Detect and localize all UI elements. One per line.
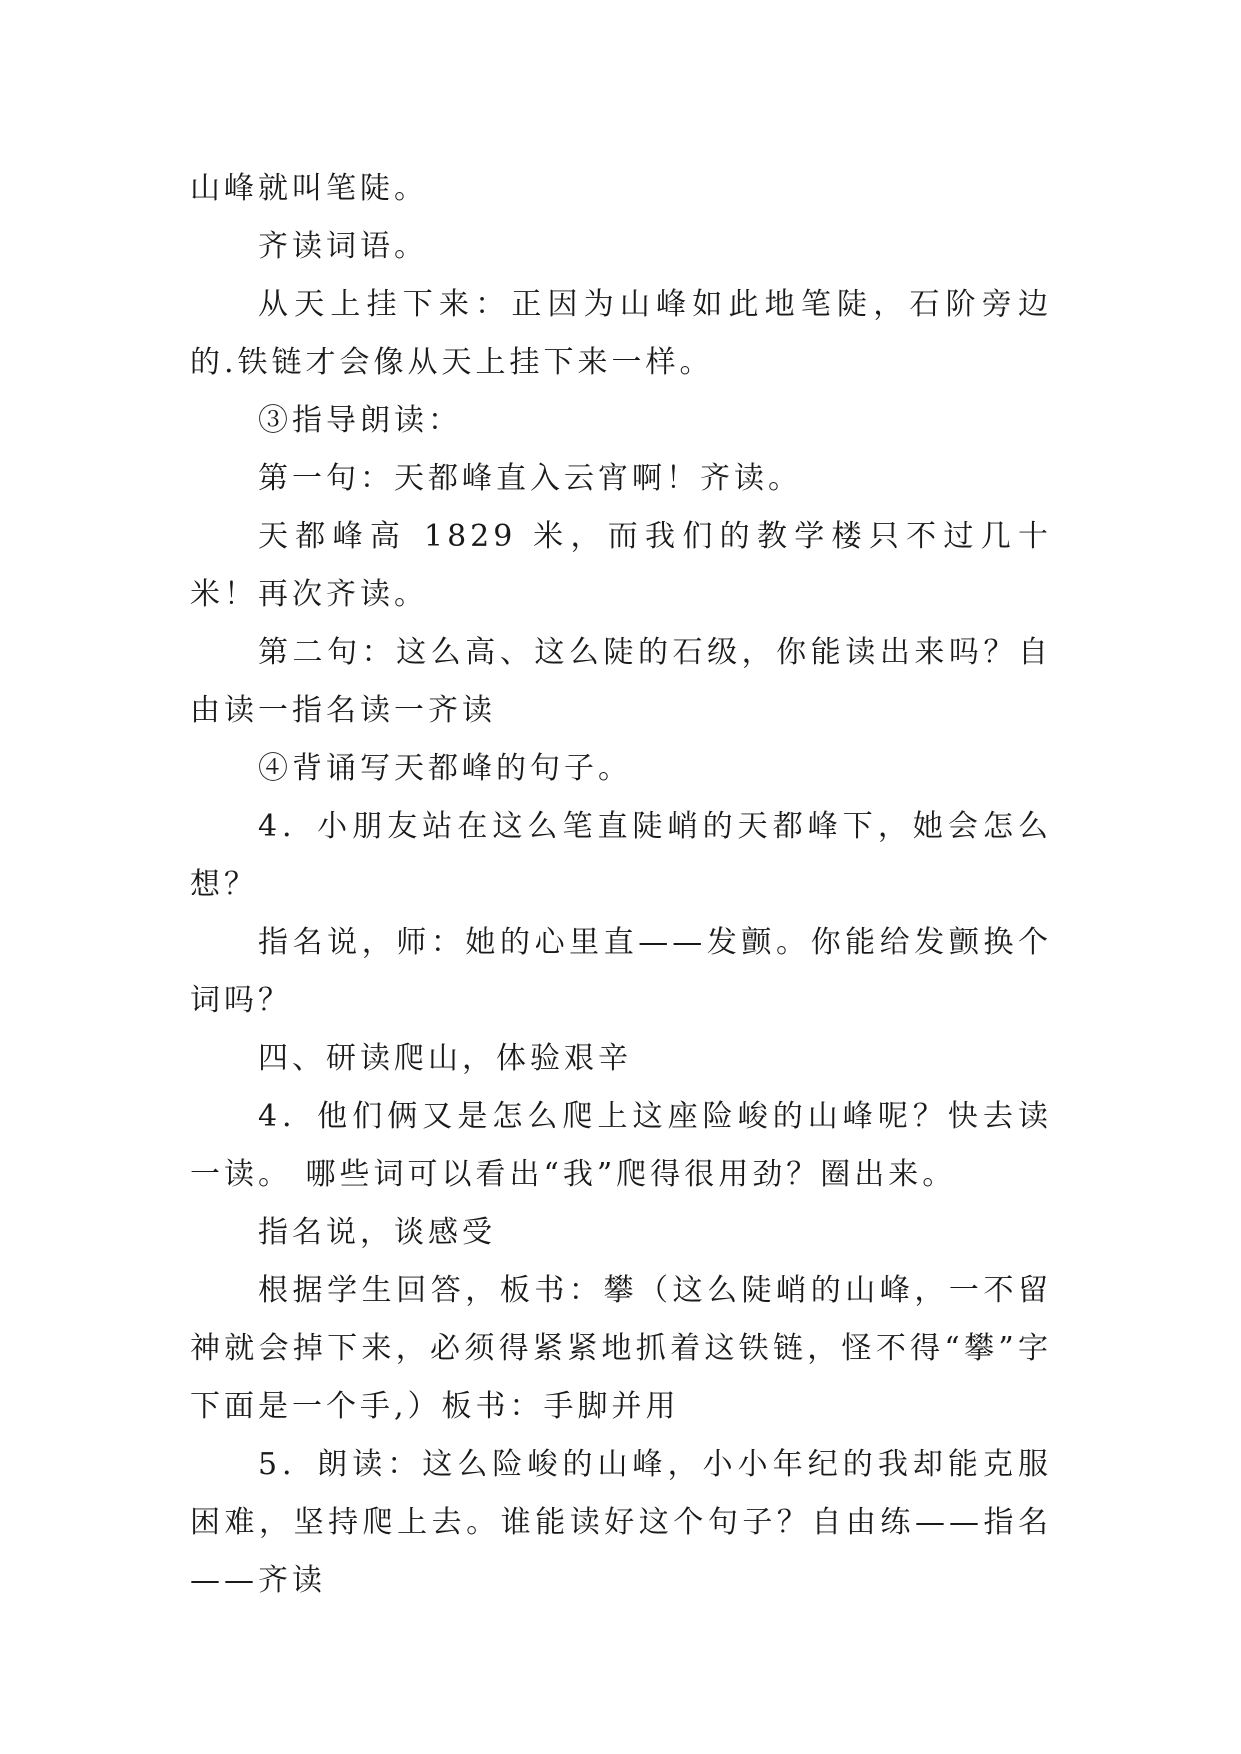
document-body	[190, 160, 1052, 1610]
paragraph-6: 天都峰高 1829 米，而我们的教学楼只不过几十米！再次齐读。	[190, 519, 1052, 612]
paragraph-15: 5．朗读：这么险峻的山峰，小小年纪的我却能克服困难，坚持爬上去。谁能读好这个句子？自由练——指名——齐读	[190, 1447, 1052, 1598]
paragraph-3: 从天上挂下来：正因为山峰如此地笔陡，石阶旁边的.铁链才会像从天上挂下来一样。	[190, 287, 1052, 380]
paragraph-14: 根据学生回答，板书：攀（这么陡峭的山峰，一不留神就会掉下来，必须得紧紧地抓着这铁链，怪不得“攀”字下面是一个手,）板书：手脚并用	[190, 1273, 1052, 1424]
paragraph-4: ③指导朗读：	[258, 403, 462, 438]
paragraph-5: 第一句：天都峰直入云宵啊！齐读。	[258, 461, 802, 496]
paragraph-1: 山峰就叫笔陡。	[190, 171, 428, 206]
paragraph-10: 指名说，师：她的心里直——发颤。你能给发颤换个词吗？	[190, 925, 1052, 1018]
paragraph-2: 齐读词语。	[258, 229, 428, 264]
paragraph-8: ④背诵写天都峰的句子。	[258, 751, 632, 786]
paragraph-12: 4．他们俩又是怎么爬上这座险峻的山峰呢？快去读一读。 哪些词可以看出“我”爬得很用劲？圈出来。	[190, 1099, 1052, 1192]
paragraph-9: 4．小朋友站在这么笔直陡峭的天都峰下，她会怎么想？	[190, 809, 1052, 902]
paragraph-13: 指名说，谈感受	[258, 1215, 496, 1250]
paragraph-7: 第二句：这么高、这么陡的石级，你能读出来吗？自由读一指名读一齐读	[190, 635, 1052, 728]
section-heading: 四、研读爬山，体验艰辛	[258, 1041, 632, 1076]
